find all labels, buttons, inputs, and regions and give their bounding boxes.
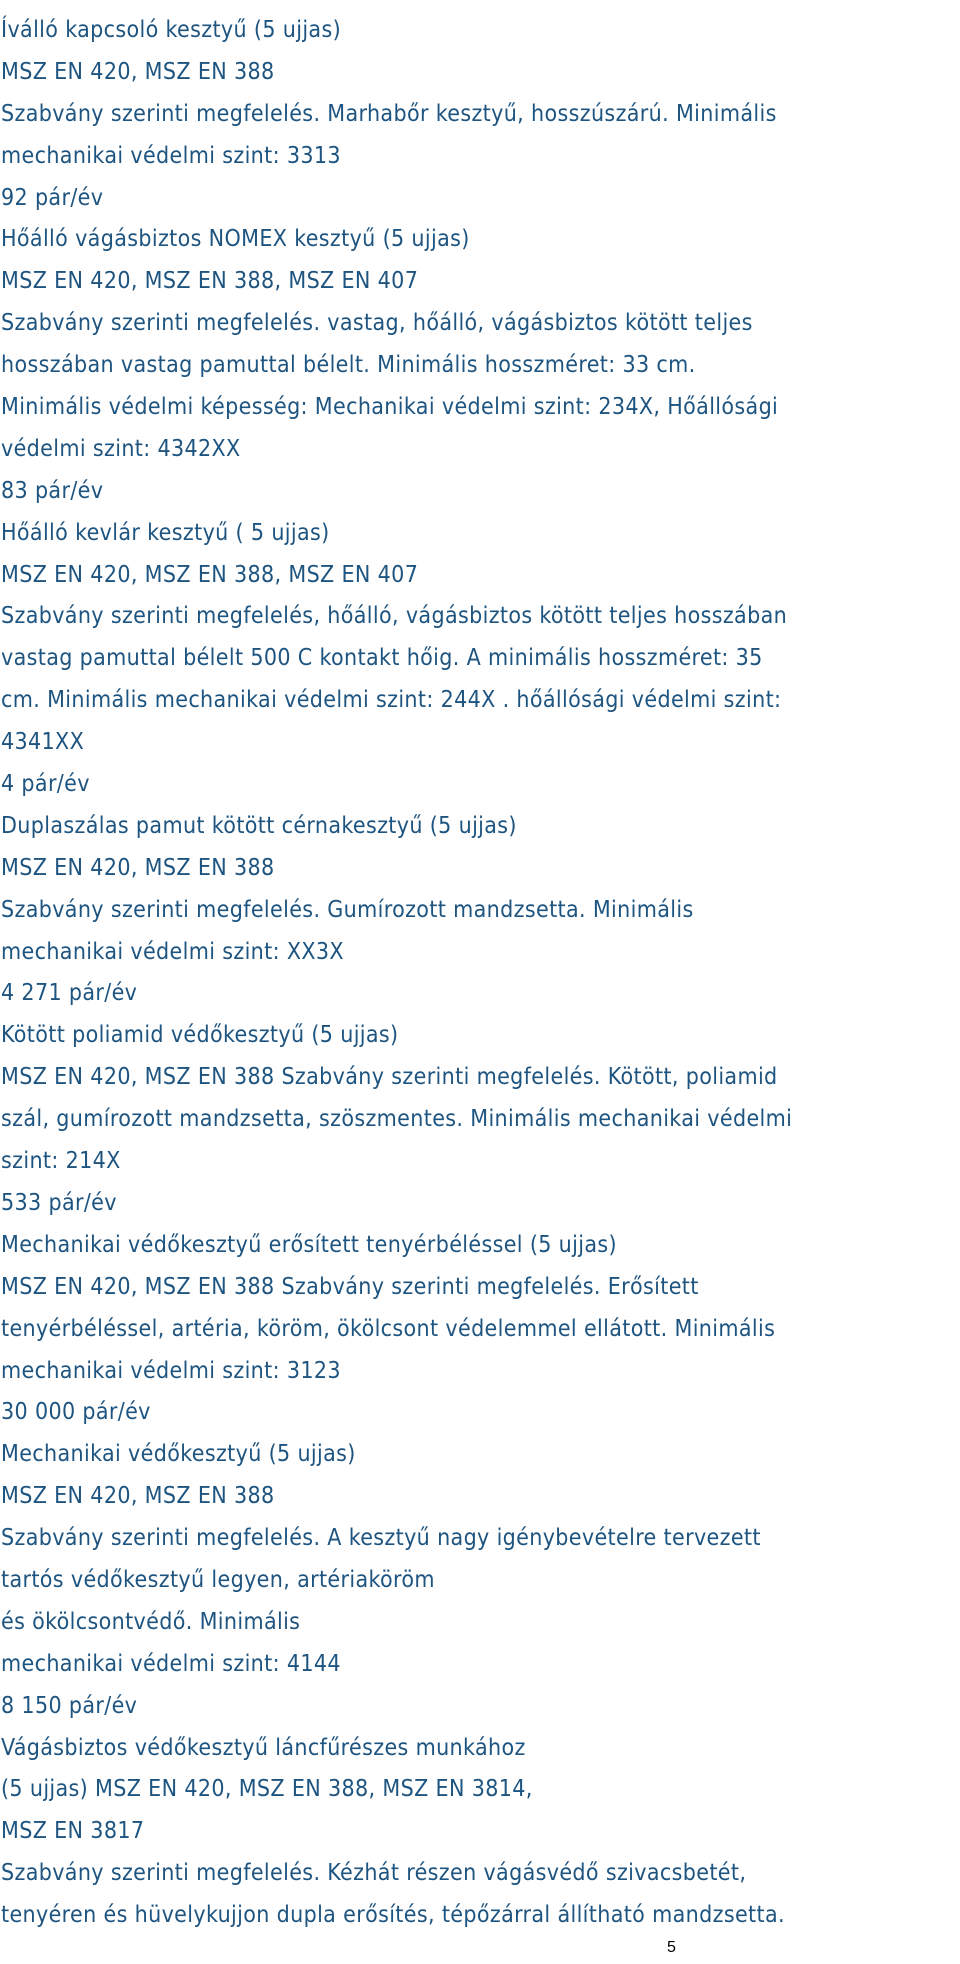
text-line: MSZ EN 3817 [1, 1818, 145, 1845]
text-line: Szabvány szerinti megfelelés, hőálló, vágásbiztos kötött teljes hosszában [1, 603, 788, 630]
text-line: 8 150 pár/év [1, 1692, 138, 1719]
text-line: mechanikai védelmi szint: 4144 [1, 1650, 341, 1677]
text-line: vastag pamuttal bélelt 500 C kontakt hőig. A minimális hosszméret: 35 [1, 645, 763, 672]
text-line: Mechanikai védőkesztyű erősített tenyérbéléssel (5 ujjas) [1, 1231, 617, 1258]
text-line: szál, gumírozott mandzsetta, szöszmentes. Minimális mechanikai védelmi [1, 1106, 793, 1133]
text-line: 4341XX [1, 729, 85, 756]
text-line: szint: 214X [1, 1148, 121, 1175]
page-number: 5 [667, 1939, 676, 1956]
text-line: Szabvány szerinti megfelelés. Marhabőr kesztyű, hosszúszárú. Minimális [1, 100, 777, 127]
text-line: MSZ EN 420, MSZ EN 388, MSZ EN 407 [1, 561, 419, 588]
text-line: mechanikai védelmi szint: 3123 [1, 1357, 341, 1384]
text-line: tartós védőkesztyű legyen, artériaköröm [1, 1566, 435, 1593]
text-line: cm. Minimális mechanikai védelmi szint: 244X . hőállósági védelmi szint: [1, 687, 782, 714]
text-line: védelmi szint: 4342XX [1, 435, 241, 462]
text-line: Szabvány szerinti megfelelés. Gumírozott mandzsetta. Minimális [1, 896, 694, 923]
text-line: Kötött poliamid védőkesztyű (5 ujjas) [1, 1022, 399, 1049]
text-line: 4 271 pár/év [1, 980, 138, 1007]
text-line: Hőálló vágásbiztos NOMEX kesztyű (5 ujjas) [1, 226, 470, 253]
text-line: MSZ EN 420, MSZ EN 388, MSZ EN 407 [1, 268, 419, 295]
text-line: hosszában vastag pamuttal bélelt. Minimális hosszméret: 33 cm. [1, 352, 696, 379]
text-line: MSZ EN 420, MSZ EN 388 [1, 854, 275, 881]
text-line: 83 pár/év [1, 477, 104, 504]
text-line: Szabvány szerinti megfelelés. Kézhát részen vágásvédő szivacsbetét, [1, 1860, 747, 1887]
text-line: MSZ EN 420, MSZ EN 388 [1, 1483, 275, 1510]
text-line: 30 000 pár/év [1, 1399, 151, 1426]
text-line: mechanikai védelmi szint: XX3X [1, 938, 344, 965]
text-line: Duplaszálas pamut kötött cérnakesztyű (5 ujjas) [1, 812, 517, 839]
text-line: MSZ EN 420, MSZ EN 388 Szabvány szerinti megfelelés. Erősített [1, 1273, 699, 1300]
text-line: MSZ EN 420, MSZ EN 388 [1, 58, 275, 85]
text-line: 533 pár/év [1, 1189, 117, 1216]
text-line: 92 pár/év [1, 184, 104, 211]
text-line: Mechanikai védőkesztyű (5 ujjas) [1, 1441, 356, 1468]
text-line: és ökölcsontvédő. Minimális [1, 1608, 301, 1635]
text-line: Vágásbiztos védőkesztyű láncfűrészes munkához [1, 1734, 526, 1761]
text-line: (5 ujjas) MSZ EN 420, MSZ EN 388, MSZ EN 3814, [1, 1776, 533, 1803]
text-line: Íválló kapcsoló kesztyű (5 ujjas) [1, 17, 342, 43]
text-line: Hőálló kevlár kesztyű ( 5 ujjas) [1, 519, 330, 546]
text-line: Szabvány szerinti megfelelés. vastag, hőálló, vágásbiztos kötött teljes [1, 310, 753, 337]
text-line: Minimális védelmi képesség: Mechanikai védelmi szint: 234X, Hőállósági [1, 394, 779, 421]
text-line: tenyéren és hüvelykujjon dupla erősítés, tépőzárral állítható mandzsetta. [1, 1902, 785, 1929]
text-line: tenyérbéléssel, artéria, köröm, ökölcsont védelemmel ellátott. Minimális [1, 1315, 776, 1342]
text-line: Szabvány szerinti megfelelés. A kesztyű nagy igénybevételre tervezett [1, 1525, 761, 1552]
text-line: MSZ EN 420, MSZ EN 388 Szabvány szerinti megfelelés. Kötött, poliamid [1, 1064, 778, 1091]
text-line: 4 pár/év [1, 771, 90, 798]
text-line: mechanikai védelmi szint: 3313 [1, 142, 341, 169]
